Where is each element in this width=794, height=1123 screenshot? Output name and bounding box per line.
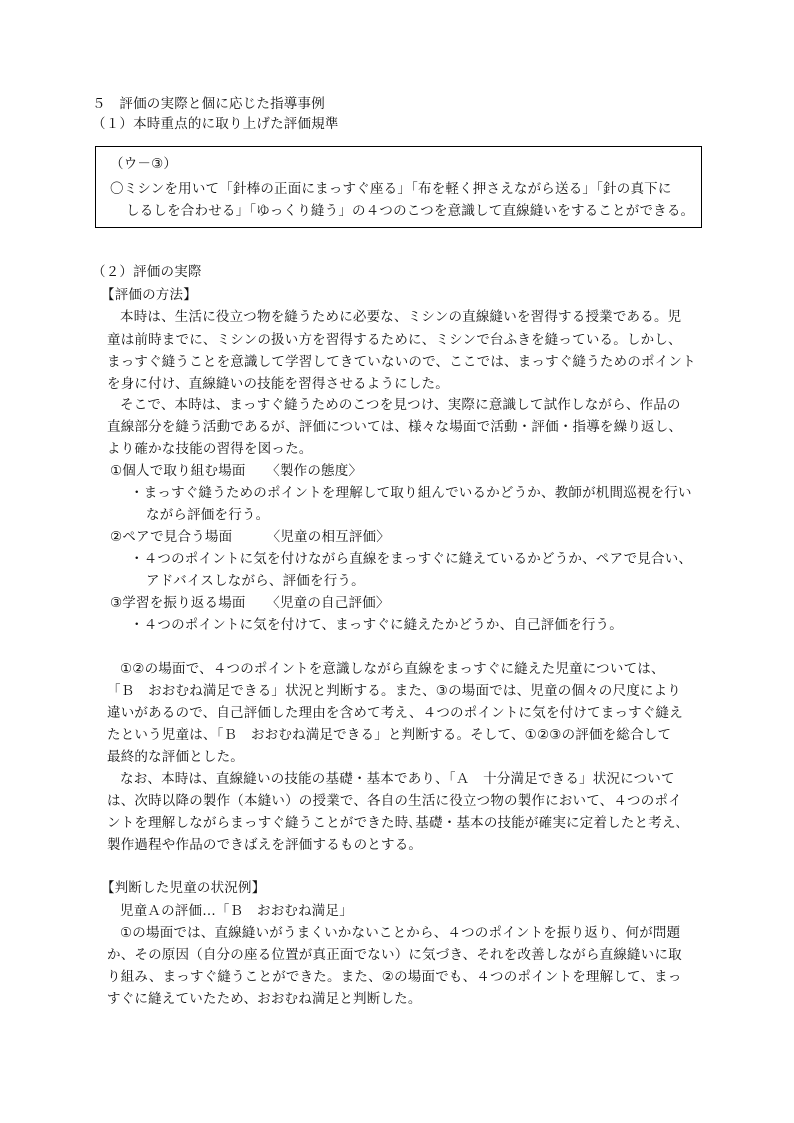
scene-heading-1: ①個人で取り組む場面 〈製作の態度〉: [110, 463, 363, 479]
paragraph-line: 童は前時までに、ミシンの扱い方を習得するために、ミシンで台ふきを縫っている。しかし、: [107, 332, 682, 348]
paragraph-line: か、その原因（自分の座る位置が真正面でない）に気づき、それを改善しながら直線縫いに取: [107, 947, 682, 963]
student-evaluation: 児童Ａの評価…「Ｂ おおむね満足」: [120, 903, 353, 919]
criteria-text: 〇ミシンを用いて「針棒の正面にまっすぐ座る」「布を軽く押さえながら送る」「針の真下に: [110, 181, 672, 197]
scene-heading-2: ②ペアで見合う場面 〈児童の相互評価〉: [110, 529, 390, 545]
paragraph-line: 違いがあるので、自己評価した理由を含めて考え、４つのポイントに気を付けてまっすぐ縫え: [107, 705, 683, 721]
paragraph-line: り組み、まっすぐ縫うことができた。また、②の場面でも、４つのポイントを理解して、まっ: [107, 969, 682, 985]
method-heading: 【評価の方法】: [101, 287, 197, 303]
paragraph-line: 製作過程や作品のできばえを評価するものとする。: [107, 837, 423, 853]
paragraph-line: すぐに縫えていたため、おおむね満足と判断した。: [107, 991, 422, 1007]
paragraph-line: そこで、本時は、まっすぐ縫うためのこつを見つけ、実際に意識して試作しながら、作品の: [120, 397, 681, 413]
scene-heading-3: ③学習を振り返る場面 〈児童の自己評価〉: [110, 595, 390, 611]
paragraph-line: より確かな技能の習得を図った。: [107, 441, 313, 457]
bullet-line: ・まっすぐ縫うためのポイントを理解して取り組んでいるかどうか、教師が机間巡視を行い: [130, 485, 692, 501]
bullet-line: ながら評価を行う。: [146, 507, 270, 523]
paragraph-line: を身に付け、直線縫いの技能を習得させるようにした。: [107, 376, 449, 392]
paragraph-line: たという児童は、「Ｂ おおむね満足できる」と判断する。そして、①②③の評価を総合して: [107, 727, 672, 743]
paragraph-line: は、次時以降の製作（本縫い）の授業で、各自の生活に役立つ物の製作において、４つのポイ: [107, 793, 682, 809]
paragraph-line: まっすぐ縫うことを意識して学習してきていないので、ここでは、まっすぐ縫うためのポイント: [107, 354, 696, 370]
paragraph-line: ①②の場面で、４つのポイントを意識しながら直線をまっすぐに縫えた児童については、: [120, 661, 665, 677]
paragraph-line: なお、本時は、直線縫いの技能の基礎・基本であり、「Ａ 十分満足できる」状況について: [120, 771, 675, 787]
subsection-heading-2: （２）評価の実際: [92, 264, 202, 280]
criteria-text: しるしを合わせる」「ゆっくり縫う」の４つのこつを意識して直線縫いをすることができる。: [126, 203, 695, 219]
criteria-label: （ウ－③）: [110, 156, 178, 172]
paragraph-line: 「Ｂ おおむね満足できる」状況と判断する。また、③の場面では、児童の個々の尺度により: [107, 683, 682, 699]
subsection-heading-1: （１）本時重点的に取り上げた評価規準: [92, 116, 339, 132]
paragraph-line: 本時は、生活に役立つ物を縫うために必要な、ミシンの直線縫いを習得する授業である。児: [120, 309, 682, 325]
section-heading: ５ 評価の実際と個に応じた指導事例: [92, 96, 325, 112]
example-heading: 【判断した児童の状況例】: [101, 880, 266, 896]
paragraph-line: 最終的な評価とした。: [107, 749, 244, 765]
bullet-line: アドバイスしながら、評価を行う。: [146, 573, 365, 589]
bullet-line: ・４つのポイントに気を付けながら直線をまっすぐに縫えているかどうか、ペアで見合い、: [130, 551, 693, 567]
bullet-line: ・４つのポイントに気を付けて、まっすぐに縫えたかどうか、自己評価を行う。: [130, 617, 623, 633]
paragraph-line: ントを理解しながらまっすぐ縫うことができた時､基礎・基本の技能が確実に定着したと考え､: [107, 815, 683, 831]
paragraph-line: 直線部分を縫う活動であるが、評価については、様々な場面で活動・評価・指導を繰り返し、: [107, 419, 683, 435]
paragraph-line: ①の場面では、直線縫いがうまくいかないことから、４つのポイントを振り返り、何が問題: [120, 925, 681, 941]
